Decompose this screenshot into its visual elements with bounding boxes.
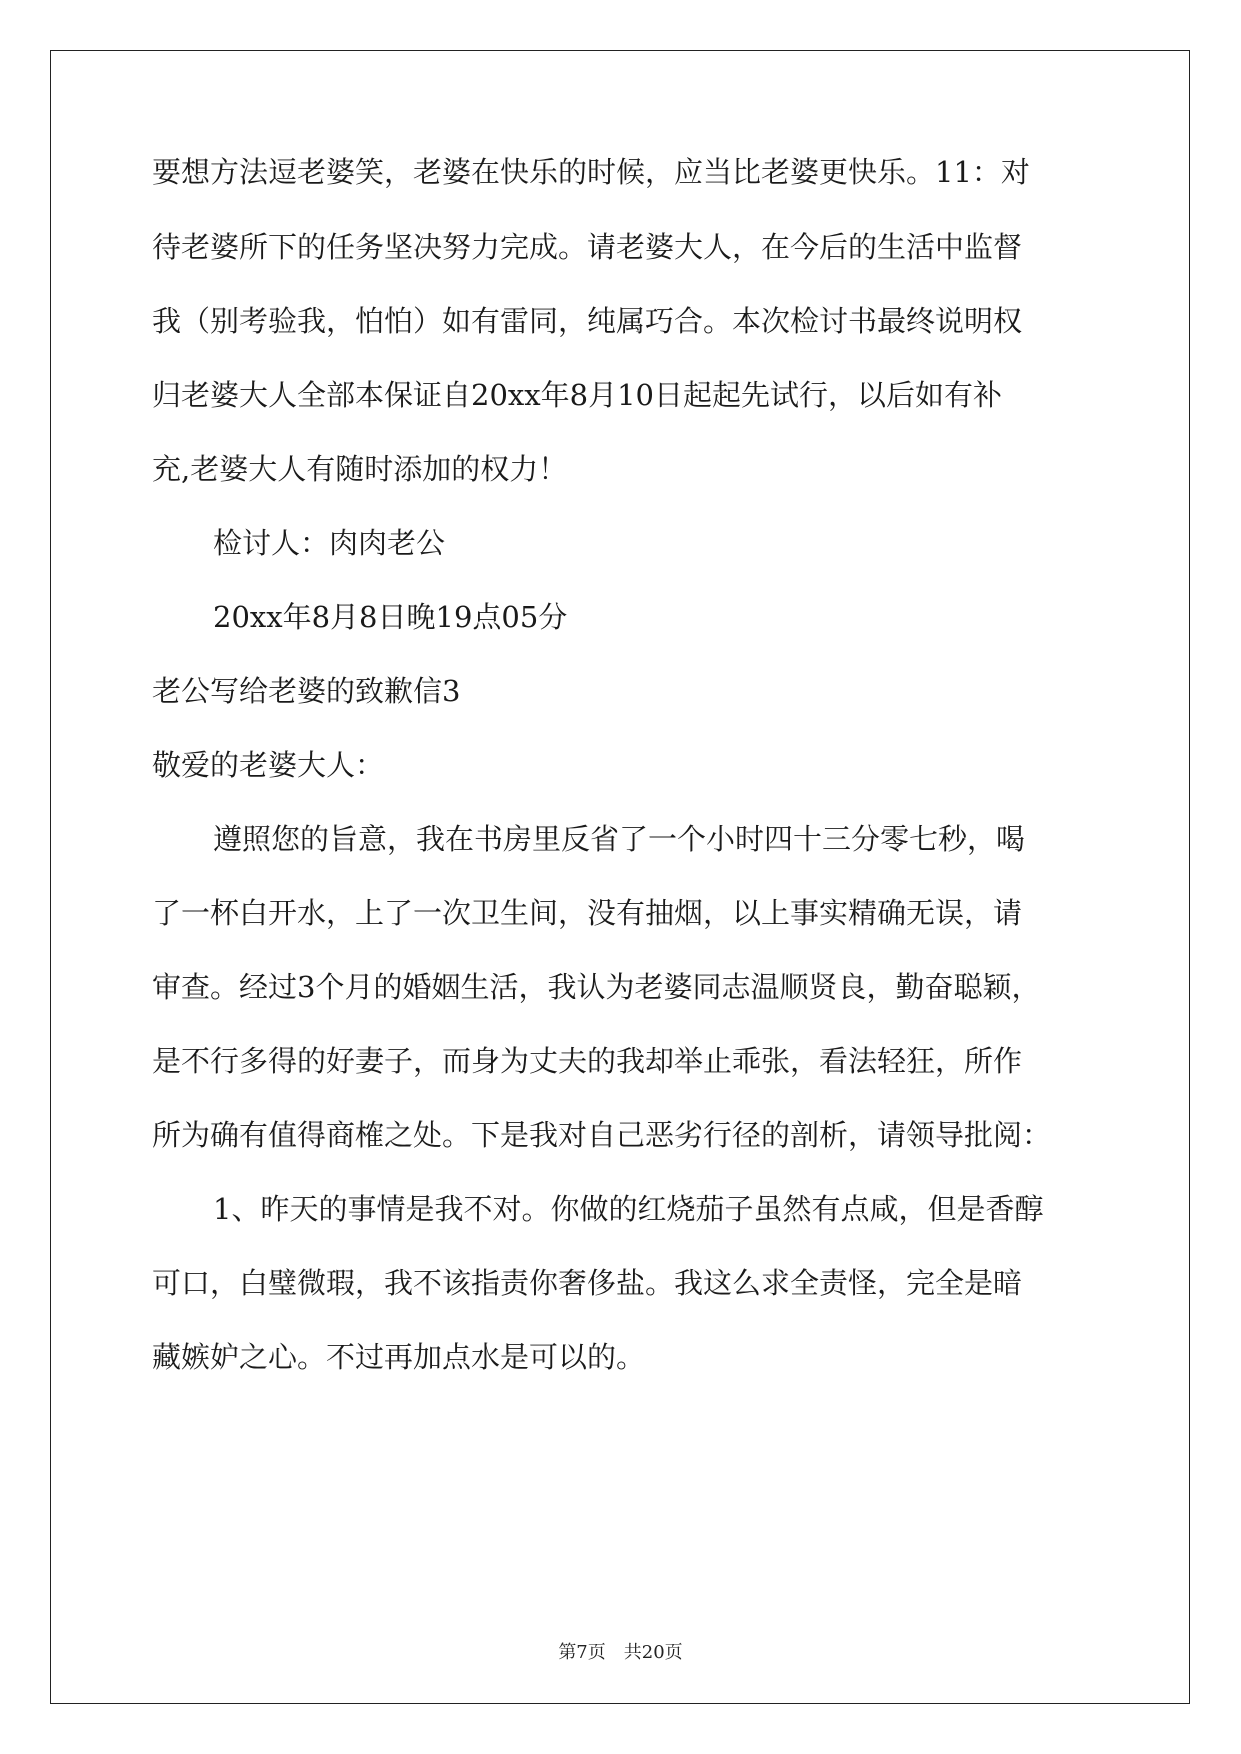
paragraph-line: 了一杯白开水，上了一次卫生间，没有抽烟，以上事实精确无误，请 [152, 896, 1023, 930]
paragraph-line: 所为确有值得商榷之处。下是我对自己恶劣行径的剖析，请领导批阅： [152, 1118, 1052, 1152]
paragraph-line: 可口，白璧微瑕，我不该指责你奢侈盐。我这么求全责怪，完全是暗 [152, 1266, 1023, 1300]
date-line: 20xx年8月8日晚19点05分 [213, 600, 568, 634]
paragraph-line: 我（别考验我，怕怕）如有雷同，纯属巧合。本次检讨书最终说明权 [152, 304, 1023, 338]
paragraph-line: 藏嫉妒之心。不过再加点水是可以的。 [152, 1340, 646, 1374]
paragraph-line: 待老婆所下的任务坚决努力完成。请老婆大人，在今后的生活中监督 [152, 230, 1023, 264]
signature-line: 检讨人：肉肉老公 [213, 526, 446, 560]
paragraph-line: 要想方法逗老婆笑，老婆在快乐的时候，应当比老婆更快乐。11：对 [152, 155, 1030, 189]
paragraph-line: 归老婆大人全部本保证自20xx年8月10日起起先试行，以后如有补 [152, 378, 1002, 412]
page-border [50, 50, 1190, 1704]
paragraph-line: 是不行多得的好妻子，而身为丈夫的我却举止乖张，看法轻狂，所作 [152, 1044, 1023, 1078]
paragraph-line: 1、昨天的事情是我不对。你做的红烧茄子虽然有点咸，但是香醇 [213, 1192, 1044, 1226]
salutation: 敬爱的老婆大人： [152, 748, 385, 782]
paragraph-line: 遵照您的旨意，我在书房里反省了一个小时四十三分零七秒，喝 [213, 822, 1026, 856]
section-title: 老公写给老婆的致歉信3 [152, 674, 461, 708]
page-number-footer: 第7页 共20页 [558, 1642, 683, 1663]
paragraph-line: 充,老婆大人有随时添加的权力！ [152, 452, 568, 486]
paragraph-line: 审查。经过3个月的婚姻生活，我认为老婆同志温顺贤良，勤奋聪颖， [152, 970, 1041, 1004]
